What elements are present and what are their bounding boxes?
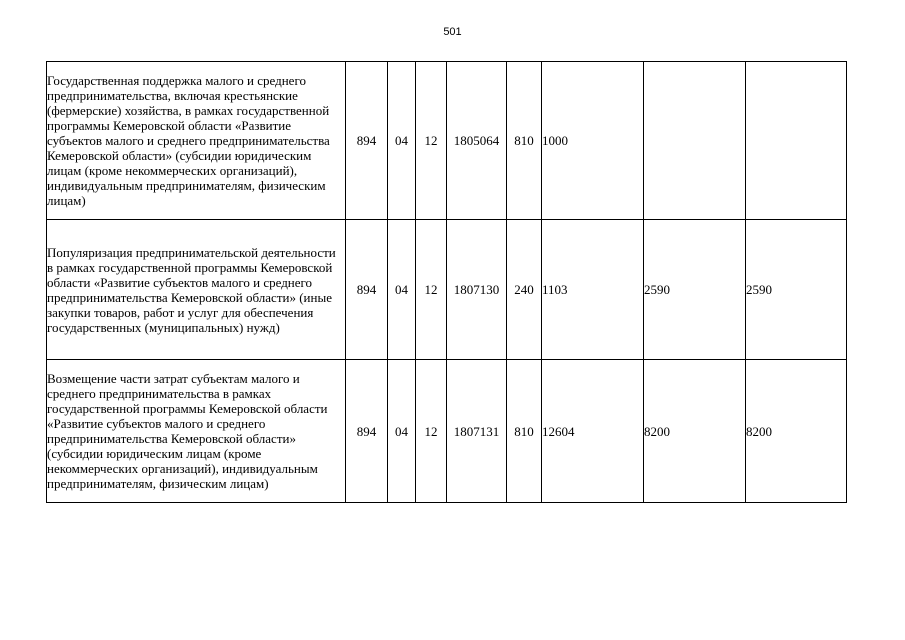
- target-code: 1805064: [447, 62, 507, 220]
- row-description: Возмещение части затрат субъектам малого и среднего предпринимательства в рамках государственной программы Кемеровской области «Развитие субъектов малого и среднего предпринимательства Кемеровской области» (субсидии юридическим лицам (кроме некоммерческих организаций), индивидуальным предпринимателям, физическим лицам): [47, 360, 346, 503]
- amount-3: 8200: [746, 360, 847, 503]
- subsection-code: 12: [416, 360, 447, 503]
- amount-1: 12604: [542, 360, 644, 503]
- amount-2: [644, 62, 746, 220]
- subsection-code: 12: [416, 62, 447, 220]
- row-description: Популяризация предпринимательской деятельности в рамках государственной программы Кемеровской области «Развитие субъектов малого и среднего предпринимательства Кемеровской области» (иные закупки товаров, работ и услуг для обеспечения государственных (муниципальных) нужд): [47, 220, 346, 360]
- amount-2: 8200: [644, 360, 746, 503]
- section-code: 04: [388, 220, 416, 360]
- amount-3: 2590: [746, 220, 847, 360]
- expense-type-code: 810: [507, 62, 542, 220]
- table-row: [47, 360, 847, 503]
- section-code: 04: [388, 62, 416, 220]
- expense-type-code: 240: [507, 220, 542, 360]
- expense-type-code: 810: [507, 360, 542, 503]
- subsection-code: 12: [416, 220, 447, 360]
- budget-table: [46, 61, 847, 503]
- row-description: Государственная поддержка малого и среднего предпринимательства, включая крестьянские (фермерские) хозяйства, в рамках государственной программы Кемеровской области «Развитие субъектов малого и среднего предпринимательства Кемеровской области» (субсидии юридическим лицам (кроме некоммерческих организаций), индивидуальным предпринимателям, физическим лицам): [47, 62, 346, 220]
- target-code: 1807131: [447, 360, 507, 503]
- amount-2: 2590: [644, 220, 746, 360]
- page-number: 501: [443, 26, 462, 38]
- ministry-code: 894: [346, 360, 388, 503]
- amount-1: 1000: [542, 62, 644, 220]
- ministry-code: 894: [346, 62, 388, 220]
- target-code: 1807130: [447, 220, 507, 360]
- section-code: 04: [388, 360, 416, 503]
- ministry-code: 894: [346, 220, 388, 360]
- amount-1: 1103: [542, 220, 644, 360]
- table-row: [47, 62, 847, 220]
- table-row: [47, 220, 847, 360]
- amount-3: [746, 62, 847, 220]
